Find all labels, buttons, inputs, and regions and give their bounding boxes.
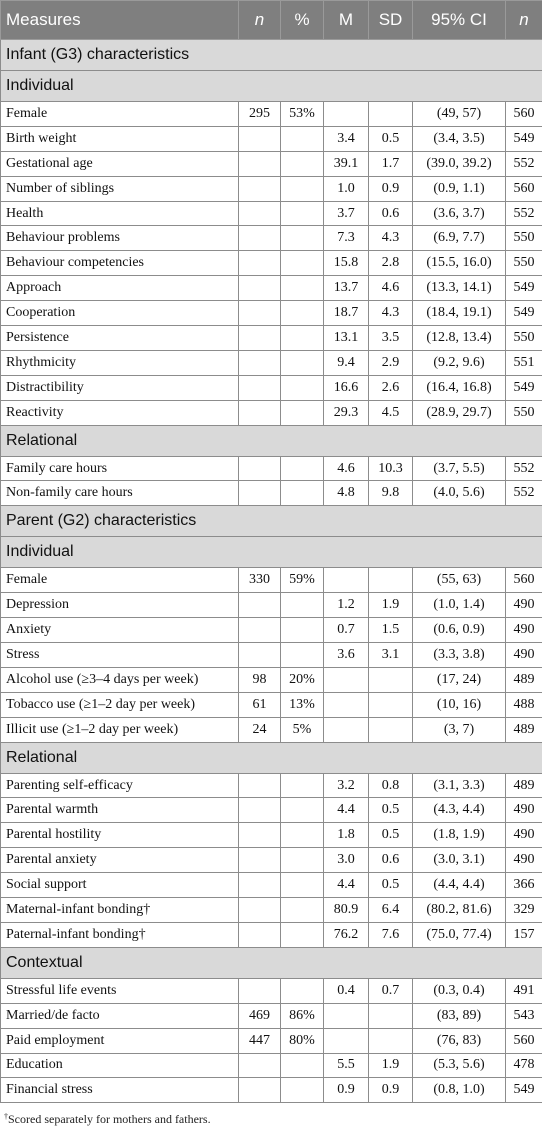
sample-n-cell: 549 bbox=[506, 1078, 542, 1103]
sample-n-cell: 552 bbox=[506, 201, 542, 226]
footnote-text: Scored separately for mothers and fathers. bbox=[8, 1112, 211, 1126]
table-row bbox=[1, 798, 542, 823]
percent-cell bbox=[281, 1053, 324, 1078]
mean-cell: 39.1 bbox=[324, 151, 369, 176]
sample-n-cell: 551 bbox=[506, 350, 542, 375]
header-row bbox=[1, 1, 542, 40]
count-n-cell bbox=[239, 978, 281, 1003]
mean-cell bbox=[324, 717, 369, 742]
ci-95-cell: (83, 89) bbox=[413, 1003, 506, 1028]
measure-name-cell: Approach bbox=[1, 276, 239, 301]
section-header-label: Parent (G2) characteristics bbox=[1, 506, 542, 537]
ci-95-cell: (16.4, 16.8) bbox=[413, 375, 506, 400]
measure-name-cell: Parental hostility bbox=[1, 823, 239, 848]
sample-n-cell: 550 bbox=[506, 226, 542, 251]
mean-cell: 3.7 bbox=[324, 201, 369, 226]
measure-name-cell: Birth weight bbox=[1, 126, 239, 151]
percent-cell: 86% bbox=[281, 1003, 324, 1028]
sd-cell: 0.9 bbox=[369, 1078, 413, 1103]
percent-cell bbox=[281, 618, 324, 643]
measure-name-cell: Reactivity bbox=[1, 400, 239, 425]
sd-cell: 0.7 bbox=[369, 978, 413, 1003]
percent-cell bbox=[281, 400, 324, 425]
percent-cell bbox=[281, 898, 324, 923]
count-n-cell bbox=[239, 276, 281, 301]
sample-n-cell: 550 bbox=[506, 326, 542, 351]
table-row bbox=[1, 276, 542, 301]
sd-cell bbox=[369, 568, 413, 593]
group-header-label: Contextual bbox=[1, 947, 542, 978]
ci-95-cell: (12.8, 13.4) bbox=[413, 326, 506, 351]
mean-cell: 5.5 bbox=[324, 1053, 369, 1078]
percent-cell bbox=[281, 126, 324, 151]
count-n-cell bbox=[239, 593, 281, 618]
section-header bbox=[1, 40, 542, 71]
percent-cell: 53% bbox=[281, 102, 324, 127]
header-sd: SD bbox=[369, 1, 413, 40]
count-n-cell bbox=[239, 350, 281, 375]
percent-cell bbox=[281, 226, 324, 251]
header-n-count: n bbox=[239, 1, 281, 40]
percent-cell bbox=[281, 848, 324, 873]
count-n-cell bbox=[239, 456, 281, 481]
count-n-cell bbox=[239, 848, 281, 873]
table-row bbox=[1, 922, 542, 947]
sample-n-cell: 489 bbox=[506, 773, 542, 798]
count-n-cell bbox=[239, 773, 281, 798]
mean-cell: 4.4 bbox=[324, 798, 369, 823]
percent-cell bbox=[281, 176, 324, 201]
sample-n-cell: 552 bbox=[506, 481, 542, 506]
sd-cell: 9.8 bbox=[369, 481, 413, 506]
sample-n-cell: 549 bbox=[506, 375, 542, 400]
sample-n-cell: 490 bbox=[506, 643, 542, 668]
group-header bbox=[1, 71, 542, 102]
count-n-cell bbox=[239, 922, 281, 947]
ci-95-cell: (17, 24) bbox=[413, 667, 506, 692]
measure-name-cell: Persistence bbox=[1, 326, 239, 351]
mean-cell bbox=[324, 1028, 369, 1053]
mean-cell: 15.8 bbox=[324, 251, 369, 276]
ci-95-cell: (9.2, 9.6) bbox=[413, 350, 506, 375]
table-row bbox=[1, 717, 542, 742]
mean-cell bbox=[324, 1003, 369, 1028]
count-n-cell bbox=[239, 375, 281, 400]
mean-cell: 1.2 bbox=[324, 593, 369, 618]
measure-name-cell: Health bbox=[1, 201, 239, 226]
measure-name-cell: Stress bbox=[1, 643, 239, 668]
mean-cell bbox=[324, 692, 369, 717]
sd-cell: 0.6 bbox=[369, 848, 413, 873]
percent-cell bbox=[281, 151, 324, 176]
sd-cell: 4.3 bbox=[369, 301, 413, 326]
sd-cell: 2.8 bbox=[369, 251, 413, 276]
table-row bbox=[1, 1053, 542, 1078]
sample-n-cell: 329 bbox=[506, 898, 542, 923]
percent-cell bbox=[281, 643, 324, 668]
sample-n-cell: 552 bbox=[506, 456, 542, 481]
count-n-cell bbox=[239, 251, 281, 276]
mean-cell: 29.3 bbox=[324, 400, 369, 425]
mean-cell: 3.4 bbox=[324, 126, 369, 151]
table-row bbox=[1, 201, 542, 226]
measure-name-cell: Stressful life events bbox=[1, 978, 239, 1003]
measure-name-cell: Depression bbox=[1, 593, 239, 618]
count-n-cell bbox=[239, 126, 281, 151]
count-n-cell bbox=[239, 873, 281, 898]
sample-n-cell: 549 bbox=[506, 276, 542, 301]
sample-n-cell: 490 bbox=[506, 848, 542, 873]
table-row bbox=[1, 456, 542, 481]
ci-95-cell: (4.3, 4.4) bbox=[413, 798, 506, 823]
sample-n-cell: 549 bbox=[506, 301, 542, 326]
table-row bbox=[1, 301, 542, 326]
sample-n-cell: 489 bbox=[506, 667, 542, 692]
sd-cell: 0.6 bbox=[369, 201, 413, 226]
count-n-cell bbox=[239, 1053, 281, 1078]
sample-n-cell: 552 bbox=[506, 151, 542, 176]
table-row bbox=[1, 848, 542, 873]
measure-name-cell: Financial stress bbox=[1, 1078, 239, 1103]
mean-cell: 1.8 bbox=[324, 823, 369, 848]
table-footnote bbox=[4, 1112, 211, 1127]
ci-95-cell: (4.4, 4.4) bbox=[413, 873, 506, 898]
measure-name-cell: Illicit use (≥1–2 day per week) bbox=[1, 717, 239, 742]
table-row bbox=[1, 1028, 542, 1053]
ci-95-cell: (5.3, 5.6) bbox=[413, 1053, 506, 1078]
sample-n-cell: 550 bbox=[506, 251, 542, 276]
table-row bbox=[1, 593, 542, 618]
count-n-cell: 447 bbox=[239, 1028, 281, 1053]
ci-95-cell: (75.0, 77.4) bbox=[413, 922, 506, 947]
mean-cell: 3.0 bbox=[324, 848, 369, 873]
mean-cell: 0.4 bbox=[324, 978, 369, 1003]
sd-cell: 2.9 bbox=[369, 350, 413, 375]
footnote-mark: † bbox=[4, 1112, 8, 1121]
group-header bbox=[1, 537, 542, 568]
section-header bbox=[1, 506, 542, 537]
count-n-cell bbox=[239, 898, 281, 923]
sample-n-cell: 549 bbox=[506, 126, 542, 151]
percent-cell bbox=[281, 375, 324, 400]
group-header bbox=[1, 947, 542, 978]
ci-95-cell: (0.8, 1.0) bbox=[413, 1078, 506, 1103]
header-measures: Measures bbox=[1, 1, 239, 40]
header-ci: 95% CI bbox=[413, 1, 506, 40]
sd-cell: 0.5 bbox=[369, 126, 413, 151]
sd-cell: 6.4 bbox=[369, 898, 413, 923]
group-header-label: Relational bbox=[1, 742, 542, 773]
group-header-label: Individual bbox=[1, 71, 542, 102]
section-header-label: Infant (G3) characteristics bbox=[1, 40, 542, 71]
percent-cell: 13% bbox=[281, 692, 324, 717]
sample-n-cell: 550 bbox=[506, 400, 542, 425]
sd-cell: 4.6 bbox=[369, 276, 413, 301]
measure-name-cell: Female bbox=[1, 102, 239, 127]
measure-name-cell: Number of siblings bbox=[1, 176, 239, 201]
measure-name-cell: Maternal-infant bonding† bbox=[1, 898, 239, 923]
table-row bbox=[1, 823, 542, 848]
measure-name-cell: Anxiety bbox=[1, 618, 239, 643]
sample-n-cell: 490 bbox=[506, 618, 542, 643]
ci-95-cell: (6.9, 7.7) bbox=[413, 226, 506, 251]
percent-cell bbox=[281, 301, 324, 326]
percent-cell: 59% bbox=[281, 568, 324, 593]
percent-cell bbox=[281, 593, 324, 618]
ci-95-cell: (39.0, 39.2) bbox=[413, 151, 506, 176]
ci-95-cell: (76, 83) bbox=[413, 1028, 506, 1053]
sample-n-cell: 560 bbox=[506, 102, 542, 127]
group-header bbox=[1, 425, 542, 456]
sample-n-cell: 491 bbox=[506, 978, 542, 1003]
percent-cell bbox=[281, 978, 324, 1003]
measure-name-cell: Distractibility bbox=[1, 375, 239, 400]
measure-name-cell: Gestational age bbox=[1, 151, 239, 176]
measure-name-cell: Cooperation bbox=[1, 301, 239, 326]
percent-cell bbox=[281, 798, 324, 823]
sample-n-cell: 490 bbox=[506, 593, 542, 618]
measure-name-cell: Behaviour problems bbox=[1, 226, 239, 251]
measure-name-cell: Parental anxiety bbox=[1, 848, 239, 873]
ci-95-cell: (10, 16) bbox=[413, 692, 506, 717]
table-row bbox=[1, 667, 542, 692]
ci-95-cell: (3.0, 3.1) bbox=[413, 848, 506, 873]
sample-n-cell: 366 bbox=[506, 873, 542, 898]
table-row bbox=[1, 568, 542, 593]
table-body bbox=[1, 40, 542, 1103]
mean-cell: 18.7 bbox=[324, 301, 369, 326]
count-n-cell bbox=[239, 176, 281, 201]
sample-n-cell: 490 bbox=[506, 798, 542, 823]
sample-n-cell: 157 bbox=[506, 922, 542, 947]
table-row bbox=[1, 326, 542, 351]
measure-name-cell: Female bbox=[1, 568, 239, 593]
mean-cell: 3.2 bbox=[324, 773, 369, 798]
sample-n-cell: 560 bbox=[506, 176, 542, 201]
table-row bbox=[1, 375, 542, 400]
sd-cell: 0.9 bbox=[369, 176, 413, 201]
mean-cell: 3.6 bbox=[324, 643, 369, 668]
measure-name-cell: Paternal-infant bonding† bbox=[1, 922, 239, 947]
percent-cell bbox=[281, 773, 324, 798]
table-row bbox=[1, 151, 542, 176]
ci-95-cell: (18.4, 19.1) bbox=[413, 301, 506, 326]
count-n-cell bbox=[239, 400, 281, 425]
sample-n-cell: 488 bbox=[506, 692, 542, 717]
percent-cell bbox=[281, 201, 324, 226]
measure-name-cell: Family care hours bbox=[1, 456, 239, 481]
ci-95-cell: (55, 63) bbox=[413, 568, 506, 593]
percent-cell: 20% bbox=[281, 667, 324, 692]
mean-cell: 0.9 bbox=[324, 1078, 369, 1103]
sample-n-cell: 560 bbox=[506, 1028, 542, 1053]
count-n-cell: 295 bbox=[239, 102, 281, 127]
table-row bbox=[1, 978, 542, 1003]
ci-95-cell: (1.8, 1.9) bbox=[413, 823, 506, 848]
table-row bbox=[1, 350, 542, 375]
sd-cell: 0.5 bbox=[369, 823, 413, 848]
measure-name-cell: Married/de facto bbox=[1, 1003, 239, 1028]
table-row bbox=[1, 692, 542, 717]
sd-cell bbox=[369, 1003, 413, 1028]
measure-name-cell: Parenting self-efficacy bbox=[1, 773, 239, 798]
ci-95-cell: (0.3, 0.4) bbox=[413, 978, 506, 1003]
ci-95-cell: (28.9, 29.7) bbox=[413, 400, 506, 425]
sd-cell: 1.5 bbox=[369, 618, 413, 643]
percent-cell bbox=[281, 326, 324, 351]
percent-cell bbox=[281, 922, 324, 947]
sd-cell: 0.5 bbox=[369, 798, 413, 823]
percent-cell bbox=[281, 350, 324, 375]
mean-cell bbox=[324, 568, 369, 593]
table-row bbox=[1, 251, 542, 276]
header-percent: % bbox=[281, 1, 324, 40]
mean-cell: 13.7 bbox=[324, 276, 369, 301]
group-header bbox=[1, 742, 542, 773]
measure-name-cell: Social support bbox=[1, 873, 239, 898]
table-row bbox=[1, 176, 542, 201]
table-row bbox=[1, 618, 542, 643]
mean-cell: 0.7 bbox=[324, 618, 369, 643]
sd-cell: 0.5 bbox=[369, 873, 413, 898]
mean-cell: 4.6 bbox=[324, 456, 369, 481]
group-header-label: Individual bbox=[1, 537, 542, 568]
header-n-sample: n bbox=[506, 1, 542, 40]
percent-cell bbox=[281, 276, 324, 301]
header-mean: M bbox=[324, 1, 369, 40]
table-row bbox=[1, 898, 542, 923]
sample-n-cell: 489 bbox=[506, 717, 542, 742]
sd-cell: 1.9 bbox=[369, 1053, 413, 1078]
table-row bbox=[1, 1078, 542, 1103]
sd-cell bbox=[369, 667, 413, 692]
count-n-cell bbox=[239, 201, 281, 226]
ci-95-cell: (0.6, 0.9) bbox=[413, 618, 506, 643]
sd-cell: 1.7 bbox=[369, 151, 413, 176]
percent-cell bbox=[281, 481, 324, 506]
sd-cell: 4.5 bbox=[369, 400, 413, 425]
percent-cell: 80% bbox=[281, 1028, 324, 1053]
ci-95-cell: (3, 7) bbox=[413, 717, 506, 742]
sd-cell: 1.9 bbox=[369, 593, 413, 618]
mean-cell: 80.9 bbox=[324, 898, 369, 923]
ci-95-cell: (13.3, 14.1) bbox=[413, 276, 506, 301]
percent-cell bbox=[281, 456, 324, 481]
table-row bbox=[1, 126, 542, 151]
ci-95-cell: (49, 57) bbox=[413, 102, 506, 127]
mean-cell: 1.0 bbox=[324, 176, 369, 201]
count-n-cell bbox=[239, 618, 281, 643]
measure-name-cell: Non-family care hours bbox=[1, 481, 239, 506]
count-n-cell bbox=[239, 326, 281, 351]
count-n-cell bbox=[239, 481, 281, 506]
percent-cell: 5% bbox=[281, 717, 324, 742]
measure-name-cell: Alcohol use (≥3–4 days per week) bbox=[1, 667, 239, 692]
count-n-cell: 469 bbox=[239, 1003, 281, 1028]
measure-name-cell: Rhythmicity bbox=[1, 350, 239, 375]
percent-cell bbox=[281, 1078, 324, 1103]
sd-cell: 7.6 bbox=[369, 922, 413, 947]
table-row bbox=[1, 643, 542, 668]
count-n-cell bbox=[239, 1078, 281, 1103]
table-row bbox=[1, 102, 542, 127]
table-header bbox=[1, 1, 542, 40]
mean-cell: 4.4 bbox=[324, 873, 369, 898]
sd-cell bbox=[369, 102, 413, 127]
count-n-cell bbox=[239, 798, 281, 823]
table-row bbox=[1, 481, 542, 506]
ci-95-cell: (1.0, 1.4) bbox=[413, 593, 506, 618]
mean-cell: 9.4 bbox=[324, 350, 369, 375]
measure-name-cell: Tobacco use (≥1–2 day per week) bbox=[1, 692, 239, 717]
mean-cell: 16.6 bbox=[324, 375, 369, 400]
mean-cell: 13.1 bbox=[324, 326, 369, 351]
measure-name-cell: Education bbox=[1, 1053, 239, 1078]
count-n-cell: 98 bbox=[239, 667, 281, 692]
sample-n-cell: 560 bbox=[506, 568, 542, 593]
ci-95-cell: (3.7, 5.5) bbox=[413, 456, 506, 481]
mean-cell: 7.3 bbox=[324, 226, 369, 251]
sample-n-cell: 478 bbox=[506, 1053, 542, 1078]
table-row bbox=[1, 400, 542, 425]
sd-cell: 3.5 bbox=[369, 326, 413, 351]
sd-cell: 2.6 bbox=[369, 375, 413, 400]
count-n-cell bbox=[239, 823, 281, 848]
measure-name-cell: Paid employment bbox=[1, 1028, 239, 1053]
ci-95-cell: (3.6, 3.7) bbox=[413, 201, 506, 226]
ci-95-cell: (3.3, 3.8) bbox=[413, 643, 506, 668]
count-n-cell: 330 bbox=[239, 568, 281, 593]
mean-cell: 4.8 bbox=[324, 481, 369, 506]
measure-name-cell: Behaviour competencies bbox=[1, 251, 239, 276]
count-n-cell: 24 bbox=[239, 717, 281, 742]
sample-n-cell: 543 bbox=[506, 1003, 542, 1028]
table-row bbox=[1, 873, 542, 898]
sd-cell: 0.8 bbox=[369, 773, 413, 798]
count-n-cell: 61 bbox=[239, 692, 281, 717]
sd-cell bbox=[369, 717, 413, 742]
sd-cell bbox=[369, 692, 413, 717]
percent-cell bbox=[281, 873, 324, 898]
percent-cell bbox=[281, 251, 324, 276]
ci-95-cell: (0.9, 1.1) bbox=[413, 176, 506, 201]
count-n-cell bbox=[239, 643, 281, 668]
sd-cell: 10.3 bbox=[369, 456, 413, 481]
ci-95-cell: (3.1, 3.3) bbox=[413, 773, 506, 798]
count-n-cell bbox=[239, 226, 281, 251]
ci-95-cell: (3.4, 3.5) bbox=[413, 126, 506, 151]
group-header-label: Relational bbox=[1, 425, 542, 456]
table-row bbox=[1, 773, 542, 798]
table-row bbox=[1, 226, 542, 251]
count-n-cell bbox=[239, 301, 281, 326]
sd-cell: 4.3 bbox=[369, 226, 413, 251]
percent-cell bbox=[281, 823, 324, 848]
ci-95-cell: (15.5, 16.0) bbox=[413, 251, 506, 276]
ci-95-cell: (4.0, 5.6) bbox=[413, 481, 506, 506]
measure-name-cell: Parental warmth bbox=[1, 798, 239, 823]
sd-cell: 3.1 bbox=[369, 643, 413, 668]
count-n-cell bbox=[239, 151, 281, 176]
sample-n-cell: 490 bbox=[506, 823, 542, 848]
ci-95-cell: (80.2, 81.6) bbox=[413, 898, 506, 923]
mean-cell bbox=[324, 102, 369, 127]
mean-cell: 76.2 bbox=[324, 922, 369, 947]
sd-cell bbox=[369, 1028, 413, 1053]
mean-cell bbox=[324, 667, 369, 692]
table-row bbox=[1, 1003, 542, 1028]
